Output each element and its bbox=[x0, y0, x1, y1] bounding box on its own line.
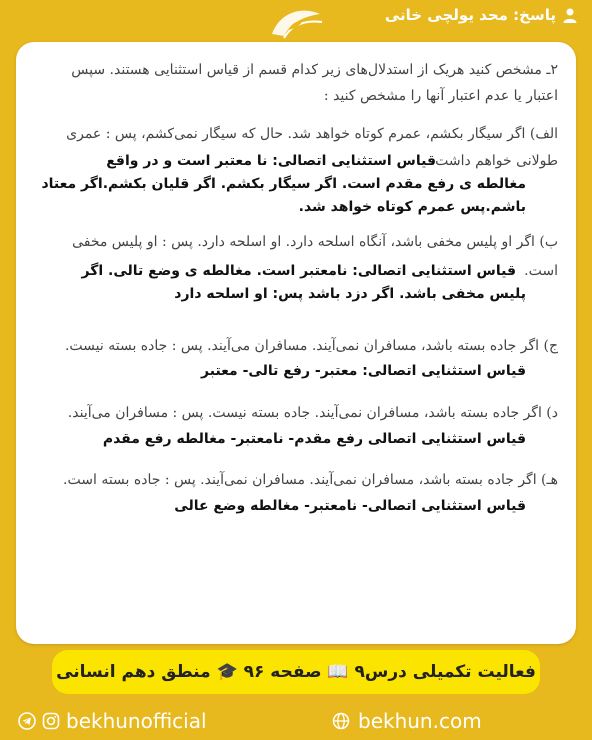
telegram-icon[interactable] bbox=[18, 712, 36, 730]
item-be-answer-line1: قیاس استثنایی اتصالی: نامعتبر است. مغالطه ی وضع تالی. اگر bbox=[81, 263, 516, 279]
website-link[interactable] bbox=[332, 709, 482, 733]
item-he-question: هـ) اگر جاده بسته باشد، مسافران نمی‌آیند. مسافران نمی‌آیند. پس : جاده بسته است. bbox=[63, 472, 558, 488]
item-be-answer-line2: پلیس مخفی باشد. اگر دزد باشد پس: او اسلحه دارد bbox=[174, 286, 526, 302]
author-text: پاسخ: محد یولچی خانی bbox=[384, 6, 556, 24]
social-handle[interactable]: bekhunofficial bbox=[66, 709, 207, 733]
user-icon bbox=[562, 7, 578, 23]
item-dal-answer: قیاس استثنایی اتصالی رفع مقدم- نامعتبر- مغالطه رفع مقدم bbox=[102, 431, 526, 447]
bekhun-logo bbox=[262, 4, 328, 46]
website-text[interactable]: bekhun.com bbox=[358, 709, 482, 733]
lesson-banner bbox=[52, 650, 540, 694]
bottom-bar bbox=[0, 703, 592, 740]
item-alef-question-line1: الف) اگر سیگار بکشم، عمرم کوتاه خواهد شد. حال که سیگار نمی‌کشم، پس : عمری bbox=[66, 126, 558, 142]
globe-icon bbox=[332, 712, 350, 730]
instagram-icon[interactable] bbox=[42, 712, 60, 730]
social-links[interactable] bbox=[18, 709, 207, 733]
item-alef-question-line2: طولانی خواهم داشت. bbox=[430, 153, 558, 169]
content-card bbox=[16, 42, 576, 644]
item-dal-question: د) اگر جاده بسته باشد، مسافران نمی‌آیند. جاده بسته نیست. پس : مسافران می‌آیند. bbox=[67, 405, 558, 421]
banner-text: فعالیت تکمیلی درس۹ 📖 صفحه ۹۶ 🎓 منطق دهم انسانی bbox=[56, 662, 536, 682]
question-intro-line1: ۲ـ مشخص کنید هریک از استدلال‌های زیر کدام قسم از قیاس استثنایی هستند. سپس bbox=[71, 62, 558, 78]
item-alef-answer-line3: باشم.پس عمرم کوتاه خواهد شد. bbox=[298, 199, 526, 215]
question-intro-line2: اعتبار یا عدم اعتبار آنها را مشخص کنید : bbox=[323, 88, 558, 104]
item-he-answer: قیاس استثنایی اتصالی- نامعتبر- مغالطه وضع عالی bbox=[174, 498, 526, 514]
item-jim-question: ج) اگر جاده بسته باشد، مسافران نمی‌آیند. مسافران می‌آیند. پس : جاده بسته نیست. bbox=[64, 338, 558, 354]
item-alef-answer-line2: مغالطه ی رفع مقدم است. اگر سیگار بکشم. اگر قلیان بکشم.اگر معتاد bbox=[41, 176, 526, 192]
item-jim-answer: قیاس استثنایی اتصالی: معتبر- رفع تالی- معتبر bbox=[201, 363, 526, 379]
item-alef-answer-line1: قیاس استثنایی اتصالی: نا معتبر است و در واقع bbox=[106, 153, 436, 169]
author-credit bbox=[385, 6, 578, 24]
item-be-question-line2: است. bbox=[524, 263, 558, 279]
item-be-question-line1: ب) اگر او پلیس مخفی باشد، آنگاه اسلحه دارد. او اسلحه دارد. پس : او پلیس مخفی bbox=[72, 234, 558, 250]
